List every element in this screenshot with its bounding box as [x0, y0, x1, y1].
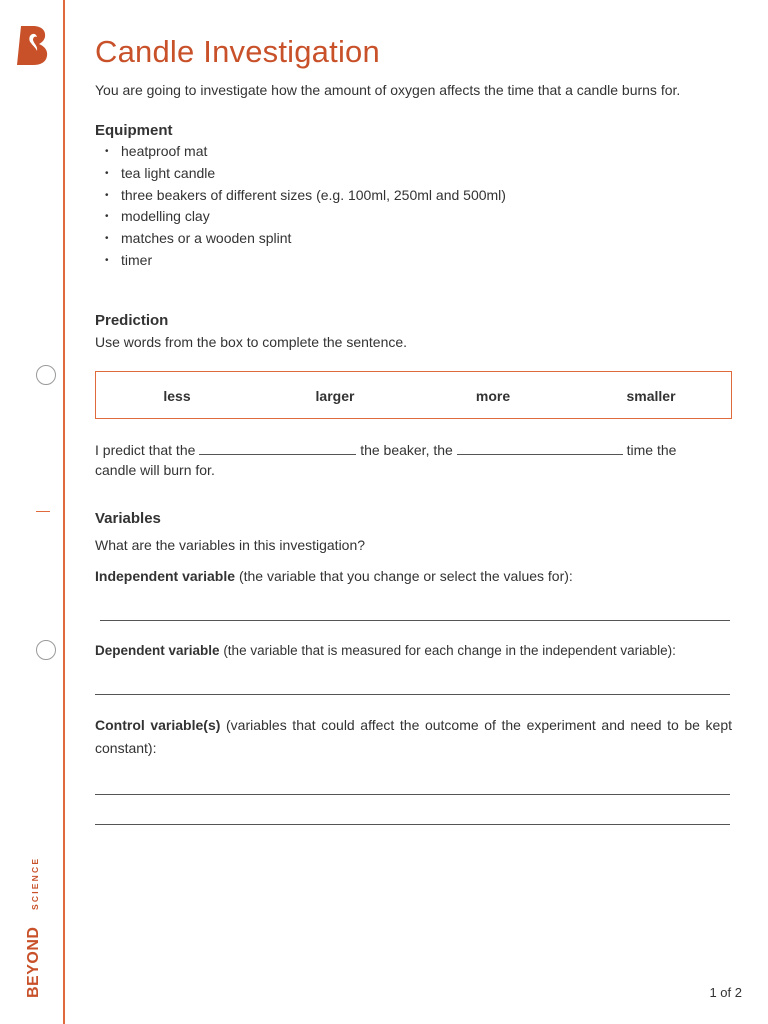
sentence-part: time the: [626, 442, 677, 458]
control-answer-line[interactable]: [95, 824, 730, 825]
page-title: Candle Investigation: [95, 34, 380, 69]
word-option: less: [163, 388, 191, 404]
list-item: • tea light candle: [105, 163, 506, 185]
word-box: [95, 371, 732, 419]
word-option: larger: [315, 388, 355, 404]
independent-variable-label: Independent variable: [95, 568, 236, 584]
margin-line: [63, 0, 65, 1024]
equipment-list: [105, 141, 506, 272]
intro-text: You are going to investigate how the amount of oxygen affects the time that a candle burns for.: [95, 82, 681, 98]
prediction-instruction: Use words from the box to complete the sentence.: [95, 334, 408, 350]
beyond-science-brand: [6, 840, 46, 1000]
independent-variable-prompt: [95, 568, 573, 584]
control-answer-line[interactable]: [95, 794, 730, 795]
beyond-logo-icon: [16, 24, 50, 66]
dependent-variable-desc: (the variable that is measured for each change in the independent variable):: [223, 643, 676, 658]
equipment-heading: Equipment: [95, 122, 173, 139]
control-variable-label: Control variable(s): [95, 717, 221, 733]
page-number: 1 of 2: [709, 985, 742, 1000]
prediction-sentence-continued: candle will burn for.: [95, 462, 215, 478]
variables-question: What are the variables in this investigation?: [95, 537, 366, 553]
independent-variable-desc: (the variable that you change or select the values for):: [238, 568, 573, 584]
dependent-variable-prompt: [95, 643, 676, 658]
control-variable-desc: (variables that could affect the outcome of the experiment and need to be kept constant):: [95, 717, 733, 756]
control-variable-prompt: [95, 714, 732, 760]
list-item: • three beakers of different sizes (e.g. 100ml, 250ml and 500ml): [105, 185, 506, 207]
answer-blank[interactable]: [457, 440, 623, 455]
brand-secondary: SCIENCE: [30, 856, 40, 910]
dependent-variable-label: Dependent variable: [95, 643, 220, 658]
prediction-heading: Prediction: [95, 312, 169, 329]
list-item: • timer: [105, 250, 506, 272]
prediction-sentence: [95, 440, 676, 458]
answer-blank[interactable]: [199, 440, 356, 455]
independent-answer-line[interactable]: [100, 620, 730, 621]
sentence-part: I predict that the: [95, 442, 196, 458]
variables-heading: Variables: [95, 510, 161, 527]
list-item: • modelling clay: [105, 206, 506, 228]
punch-hole: [36, 365, 56, 385]
list-item: • heatproof mat: [105, 141, 506, 163]
fold-mark: [36, 511, 50, 512]
list-item: • matches or a wooden splint: [105, 228, 506, 250]
brand-primary: BEYOND: [25, 926, 42, 998]
punch-hole: [36, 640, 56, 660]
sentence-part: the beaker, the: [360, 442, 453, 458]
dependent-answer-line[interactable]: [95, 694, 730, 695]
word-option: smaller: [626, 388, 676, 404]
word-option: more: [475, 388, 511, 404]
